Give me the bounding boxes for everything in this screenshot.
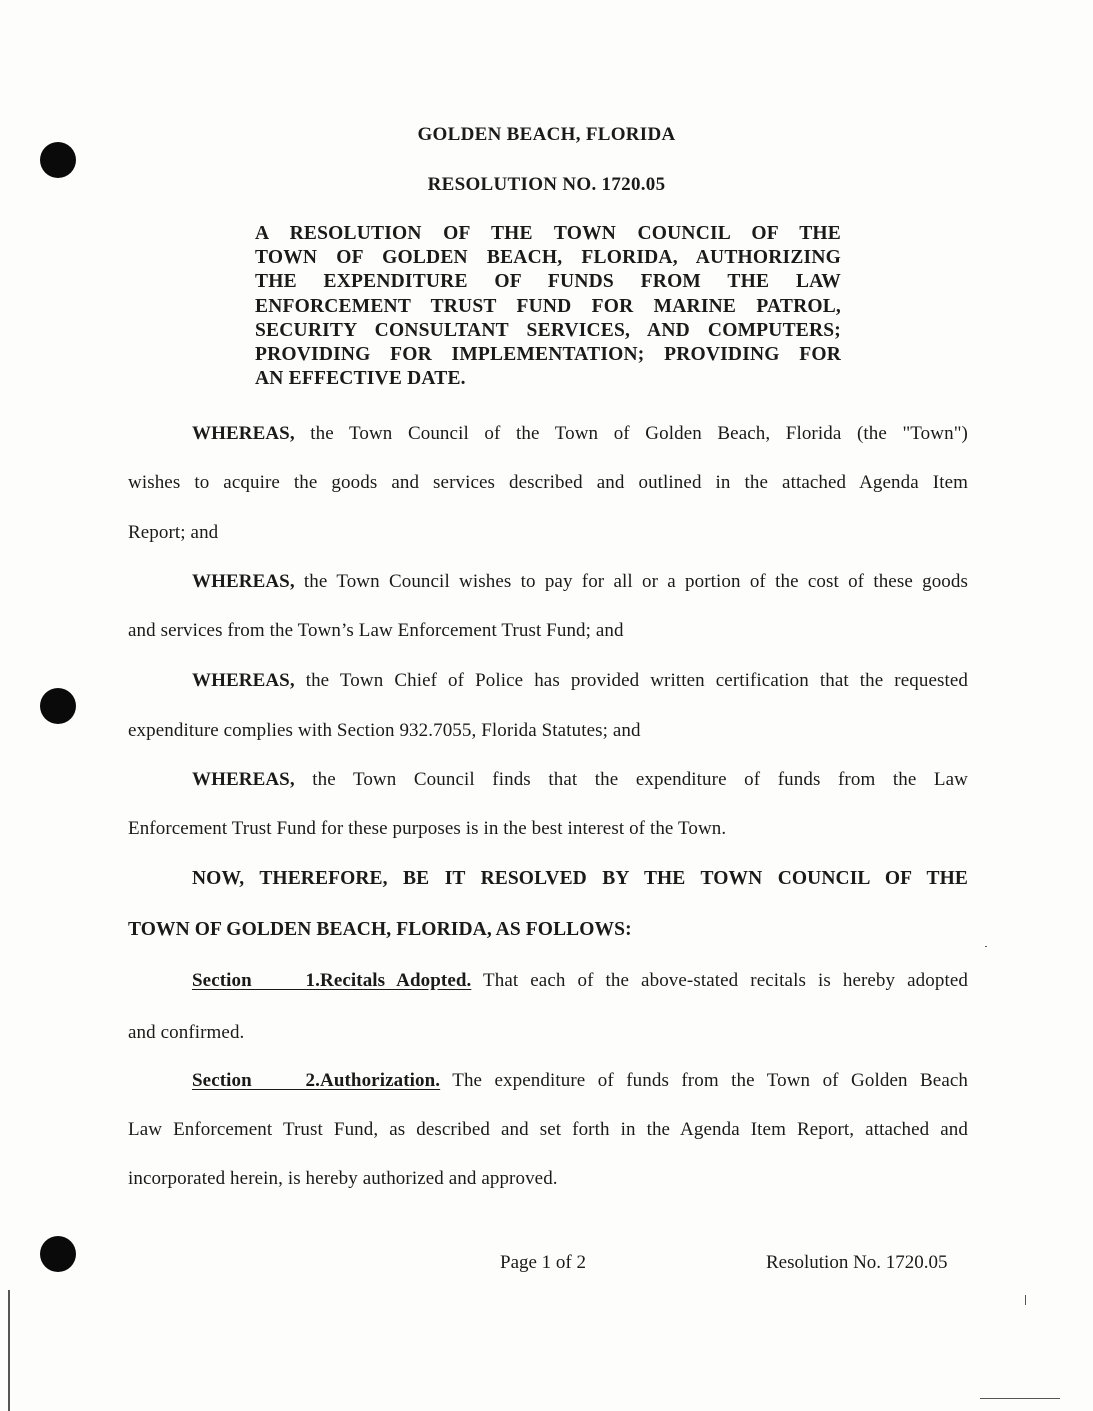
- whereas-lead: WHEREAS,: [192, 423, 295, 444]
- section-2-line-2: Law Enforcement Trust Fund, as described and set forth in the Agenda Item Report, attached and: [128, 1119, 968, 1140]
- whereas-text: the Town Council finds that the expenditure of funds from the Law: [294, 769, 968, 790]
- scan-speck: [985, 946, 987, 947]
- section-1-line-2: and confirmed.: [128, 1022, 245, 1043]
- whereas-3-line-1: [192, 670, 968, 692]
- punch-hole-bottom: [40, 1236, 76, 1272]
- page-number: Page 1 of 2: [500, 1252, 587, 1273]
- title-line: TOWN OF GOLDEN BEACH, FLORIDA, AUTHORIZING: [255, 247, 841, 269]
- whereas-lead: WHEREAS,: [192, 670, 295, 691]
- whereas-lead: WHEREAS,: [192, 571, 295, 592]
- resolution-title: [255, 222, 841, 391]
- whereas-4-line-2: Enforcement Trust Fund for these purposes is in the best interest of the Town.: [128, 818, 727, 839]
- title-line: ENFORCEMENT TRUST FUND FOR MARINE PATROL,: [255, 295, 841, 317]
- section-1-text: That each of the above-stated recitals is hereby adopted: [471, 970, 968, 991]
- title-line: PROVIDING FOR IMPLEMENTATION; PROVIDING FOR: [255, 344, 841, 366]
- resolved-clause-line-2: TOWN OF GOLDEN BEACH, FLORIDA, AS FOLLOWS:: [128, 919, 632, 940]
- whereas-4-line-1: [192, 769, 968, 791]
- whereas-2-line-2: and services from the Town’s Law Enforcement Trust Fund; and: [128, 620, 624, 641]
- scan-speck: [1025, 1295, 1026, 1305]
- scan-speck: [980, 1398, 1060, 1399]
- section-2-heading: Authorization.: [320, 1070, 441, 1091]
- section-2-line-3: incorporated herein, is hereby authorized and approved.: [128, 1168, 558, 1189]
- title-line: SECURITY CONSULTANT SERVICES, AND COMPUTERS;: [255, 319, 841, 341]
- punch-hole-top: [40, 142, 76, 178]
- whereas-text: the Town Chief of Police has provided written certification that the requested: [294, 670, 968, 691]
- resolved-clause-line-1: NOW, THEREFORE, BE IT RESOLVED BY THE TOWN COUNCIL OF THE: [192, 868, 968, 889]
- section-1-heading: Recitals Adopted.: [320, 970, 472, 991]
- resolution-number-heading: RESOLUTION NO. 1720.05: [427, 174, 666, 195]
- footer-resolution-ref: Resolution No. 1720.05: [766, 1252, 948, 1273]
- whereas-1-line-1: [192, 423, 968, 445]
- whereas-1-line-3: Report; and: [128, 522, 219, 543]
- scan-speck: [8, 1290, 10, 1411]
- section-2-text: The expenditure of funds from the Town of Golden Beach: [440, 1070, 968, 1091]
- section-1-line-1: [192, 970, 968, 992]
- punch-hole-middle: [40, 688, 76, 724]
- whereas-text: the Town Council of the Town of Golden Beach, Florida (the "Town"): [294, 423, 968, 444]
- whereas-2-line-1: [192, 571, 968, 593]
- section-1-label: Section 1.: [192, 970, 320, 991]
- whereas-lead: WHEREAS,: [192, 769, 295, 790]
- title-line: A RESOLUTION OF THE TOWN COUNCIL OF THE: [255, 223, 841, 244]
- title-line: AN EFFECTIVE DATE.: [255, 368, 466, 390]
- section-2-label: Section 2.: [192, 1070, 320, 1091]
- municipality-heading: GOLDEN BEACH, FLORIDA: [417, 124, 676, 145]
- whereas-3-line-2: expenditure complies with Section 932.7055, Florida Statutes; and: [128, 720, 641, 741]
- title-line: THE EXPENDITURE OF FUNDS FROM THE LAW: [255, 271, 841, 293]
- whereas-1-line-2: wishes to acquire the goods and services described and outlined in the attached Agenda Item: [128, 472, 968, 493]
- section-2-line-1: [192, 1070, 968, 1092]
- whereas-text: the Town Council wishes to pay for all or a portion of the cost of these goods: [294, 571, 968, 592]
